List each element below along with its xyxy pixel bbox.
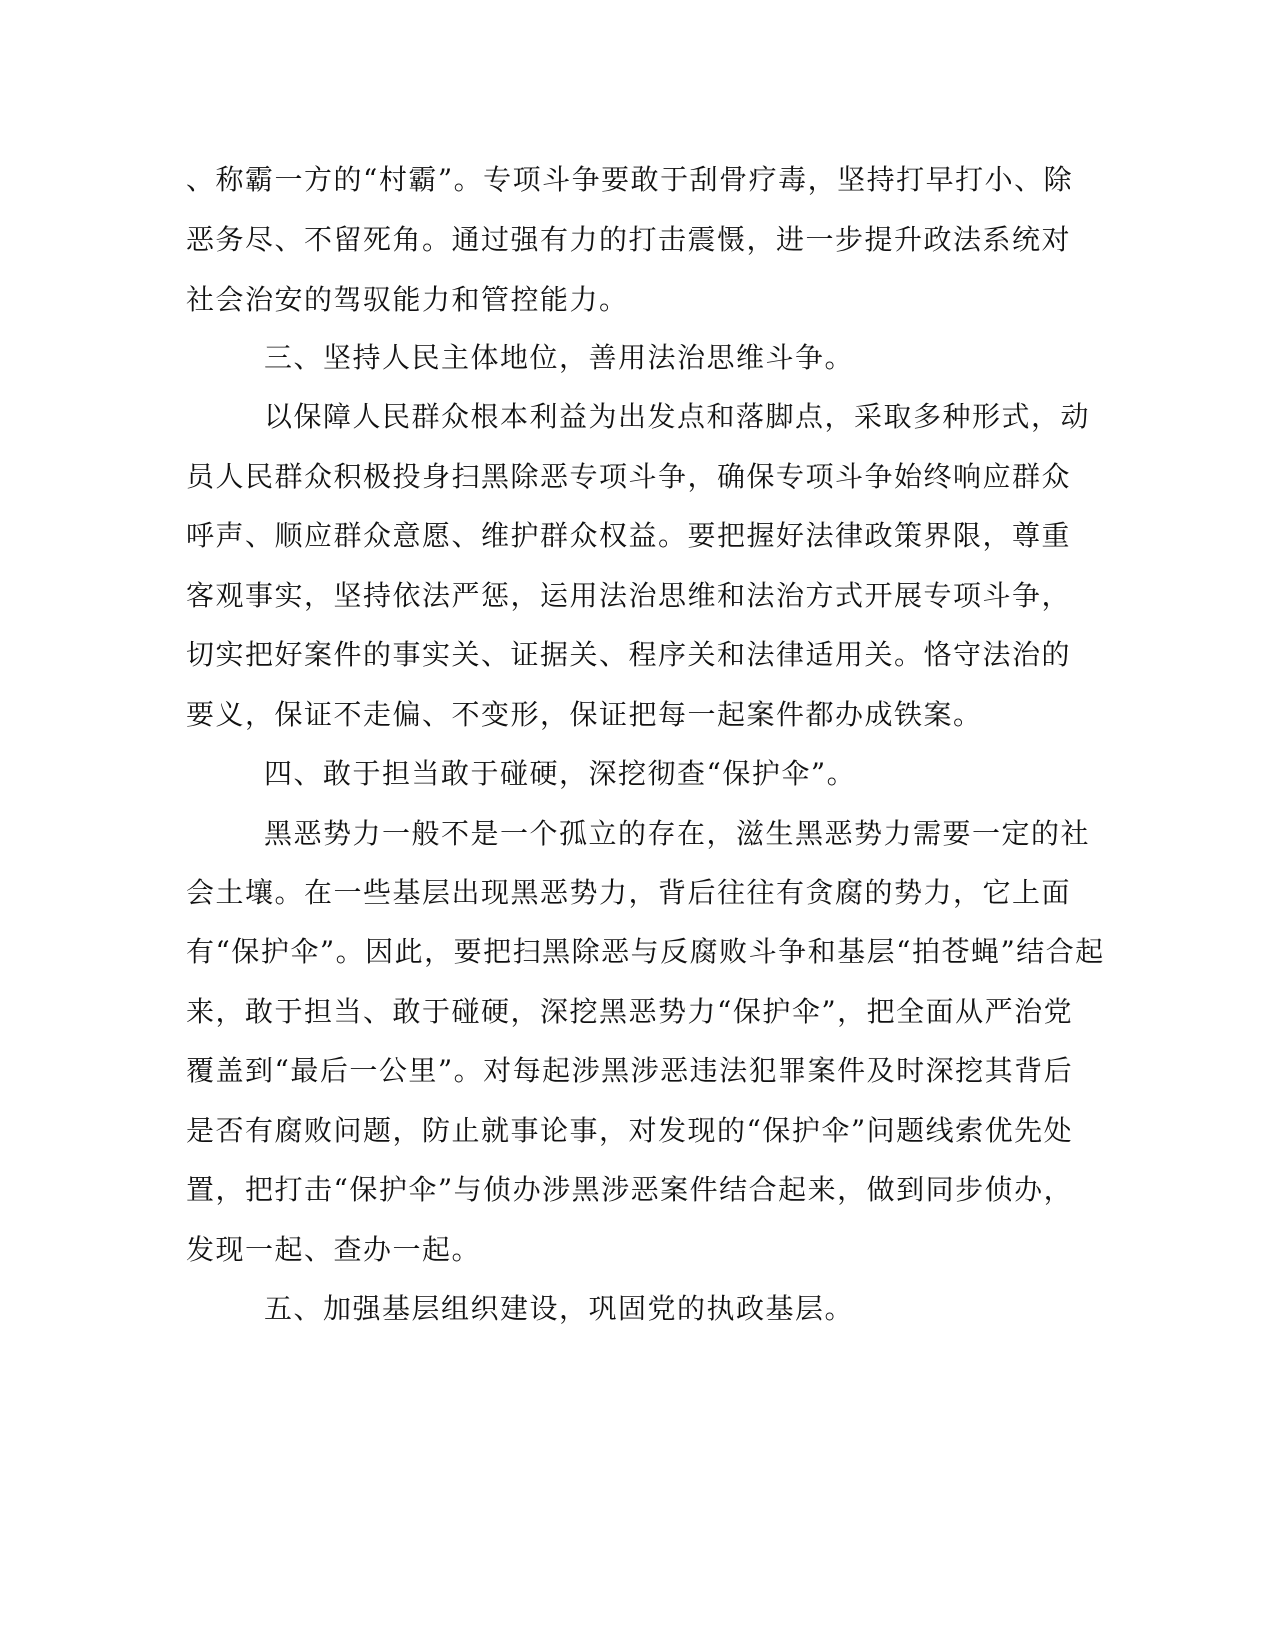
paragraph-line: 社会治安的驾驭能力和管控能力。: [186, 283, 629, 316]
paragraph-line: 置，把打击“保护伞”与侦办涉黑涉恶案件结合起来，做到同步侦办，: [186, 1173, 1074, 1206]
paragraph-line: 切实把好案件的事实关、证据关、程序关和法律适用关。恪守法治的: [186, 638, 1072, 671]
section-heading-4: 四、敢于担当敢于碰硬，深挖彻查“保护伞”。: [264, 757, 857, 790]
paragraph-line: 是否有腐败问题，防止就事论事，对发现的“保护伞”问题线索优先处: [186, 1114, 1074, 1147]
section-heading-5: 五、加强基层组织建设，巩固党的执政基层。: [264, 1292, 855, 1325]
paragraph-line: 、称霸一方的“村霸”。专项斗争要敢于刮骨疗毒，坚持打早打小、除: [186, 163, 1074, 196]
paragraph-line: 客观事实，坚持依法严惩，运用法治思维和法治方式开展专项斗争，: [186, 579, 1072, 612]
paragraph-line: 黑恶势力一般不是一个孤立的存在，滋生黑恶势力需要一定的社: [264, 817, 1091, 850]
section-heading-3: 三、坚持人民主体地位，善用法治思维斗争。: [264, 341, 855, 374]
paragraph-line: 以保障人民群众根本利益为出发点和落脚点，采取多种形式，动: [264, 400, 1091, 433]
paragraph-line: 发现一起、查办一起。: [186, 1233, 482, 1266]
paragraph-line: 员人民群众积极投身扫黑除恶专项斗争，确保专项斗争始终响应群众: [186, 460, 1072, 493]
paragraph-line: 覆盖到“最后一公里”。对每起涉黑涉恶违法犯罪案件及时深挖其背后: [186, 1054, 1074, 1087]
paragraph-line: 会土壤。在一些基层出现黑恶势力，背后往往有贪腐的势力，它上面: [186, 876, 1072, 909]
paragraph-line: 有“保护伞”。因此，要把扫黑除恶与反腐败斗争和基层“拍苍蝇”结合起: [186, 935, 1105, 968]
paragraph-line: 呼声、顺应群众意愿、维护群众权益。要把握好法律政策界限，尊重: [186, 519, 1072, 552]
paragraph-line: 来，敢于担当、敢于碰硬，深挖黑恶势力“保护伞”，把全面从严治党: [186, 995, 1074, 1028]
paragraph-line: 恶务尽、不留死角。通过强有力的打击震慑，进一步提升政法系统对: [186, 223, 1072, 256]
paragraph-line: 要义，保证不走偏、不变形，保证把每一起案件都办成铁案。: [186, 698, 983, 731]
